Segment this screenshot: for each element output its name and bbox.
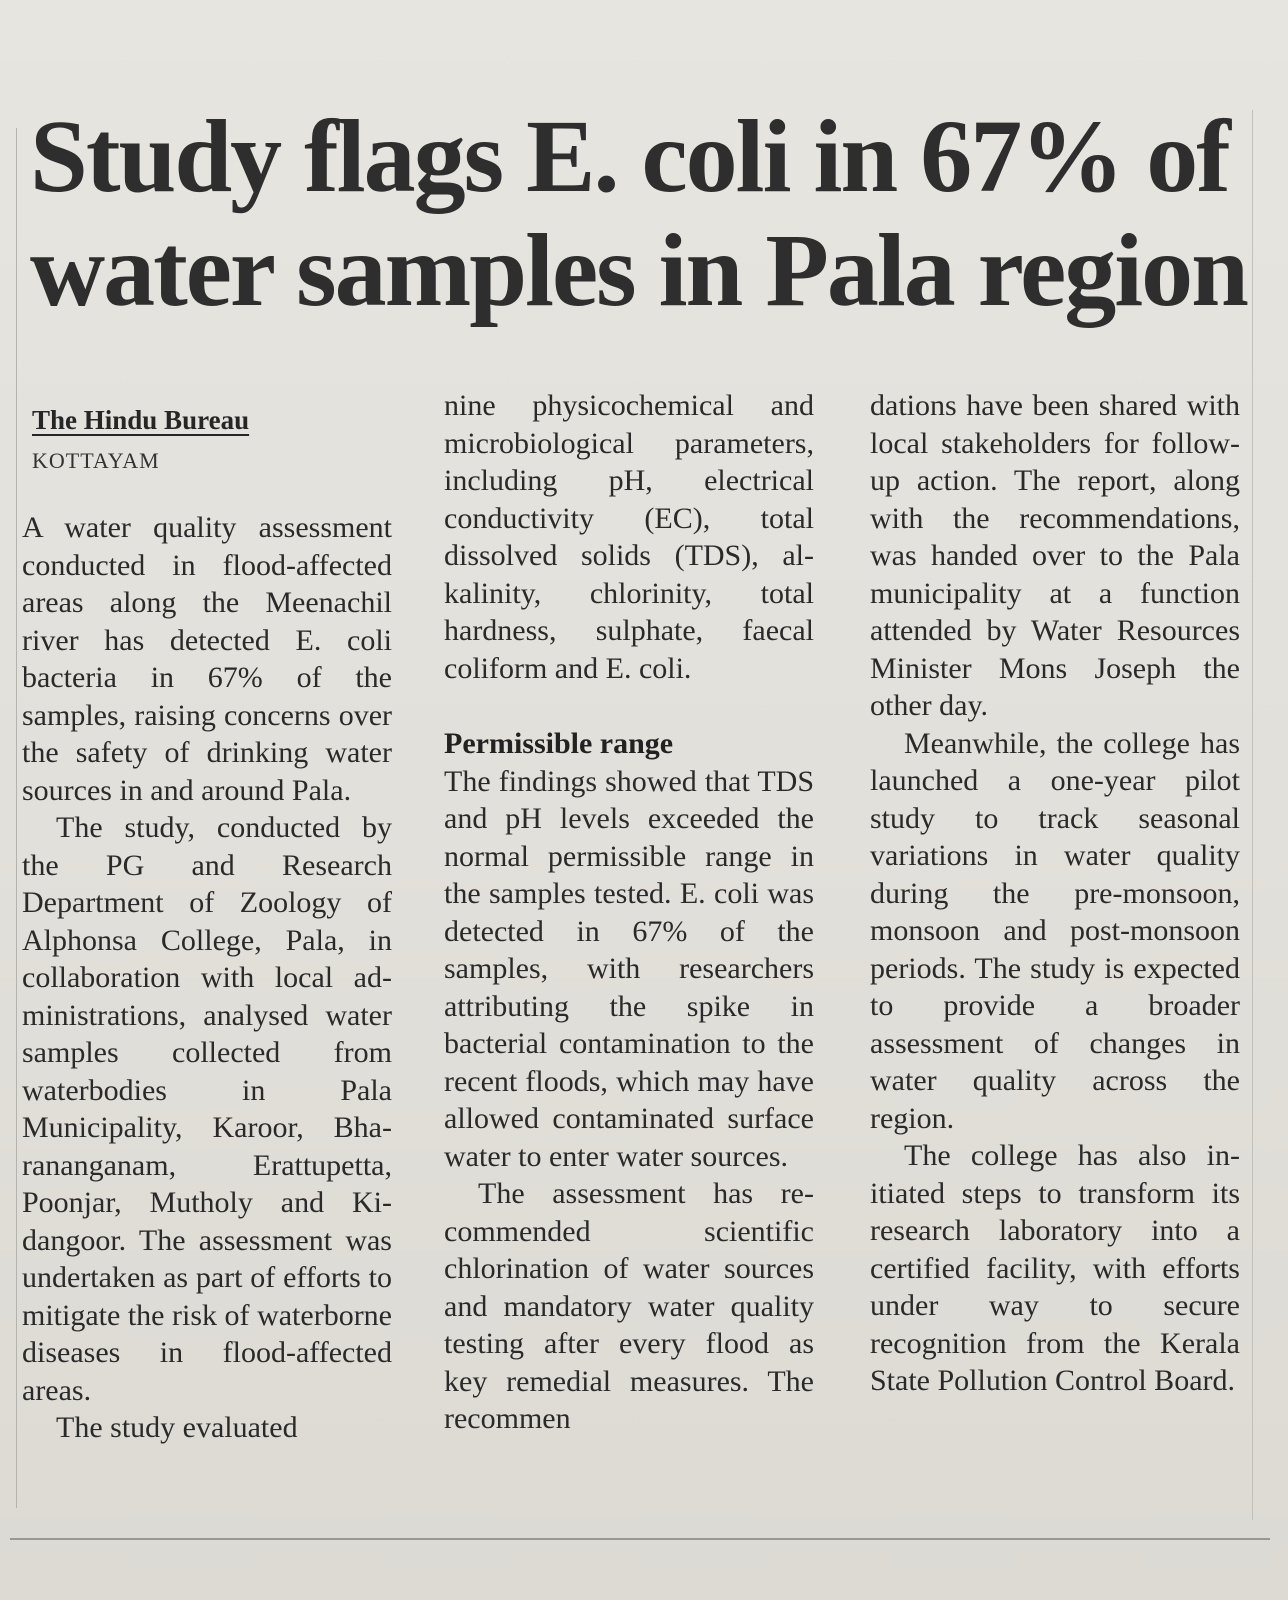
paragraph: dations have been shared with local stakeholders for follow-up action. The report, along with the recommendations, was handed over to the Pala municipality at a function attended by Water Resources Minister Mons Joseph the other day.: [870, 389, 1240, 722]
paragraph: The assessment has recommended scientific chlorination of water sources and mandatory water quality testing after every flood as key remedial measures. The recommen: [444, 1177, 814, 1435]
paragraph: The study, conducted by the PG and Research Department of Zoology of Alphonsa College, Pala, in collaboration with local administrations, analysed water samples collected from waterbodies in Pala Municipality, Karoor, Bharananganam, Erattupetta, Poonjar, Mutholy and Kidangoor. The assessment was undertaken as part of efforts to mitigate the risk of waterborne diseases in flood-affected areas.: [22, 811, 392, 1407]
dateline: KOTTAYAM: [32, 448, 160, 473]
article-column-3: [870, 387, 1240, 1400]
headline: Study flags E. coli in 67% of water samples in Pala region: [30, 99, 1247, 328]
subheading: Permissible range: [444, 727, 674, 760]
paragraph: The study evaluated: [56, 1411, 298, 1444]
article-column-1: [22, 509, 392, 1447]
paragraph: The college has also initiated steps to transform its research laboratory into a certified facility, with efforts under way to secure recognition from the Kerala State Pollution Control Board.: [870, 1139, 1240, 1397]
paragraph: nine physicochemical and microbiological parameters, including pH, electrical conductivity (EC), total dissolved solids (TDS), alkalinity, chlorinity, total hardness, sulphate, faecal coliform and E. coli.: [444, 389, 814, 685]
paragraph: A water quality assessment conducted in flood-affected areas along the Meenachil river has detected E. coli bacteria in 67% of the samples, raising concerns over the safety of drinking water sources in and around Pala.: [22, 511, 392, 807]
byline: The Hindu Bureau: [32, 405, 250, 435]
paragraph: The findings showed that TDS and pH levels exceeded the normal permissible range in the samples tested. E. coli was detected in 67% of the samples, with researchers attributing the spike in bacterial contamination to the recent floods, which may have allowed contaminated surface water to enter water sources.: [444, 764, 814, 1173]
bottom-rule: [10, 1538, 1270, 1540]
paragraph: Meanwhile, the college has launched a one-year pilot study to track seasonal variations in water quality during the pre-monsoon, monsoon and post-monsoon periods. The study is expected to provide a broader assessment of changes in water quality across the region.: [870, 726, 1240, 1135]
article-column-2: [444, 387, 814, 1438]
column-rule-left: [16, 128, 17, 1508]
